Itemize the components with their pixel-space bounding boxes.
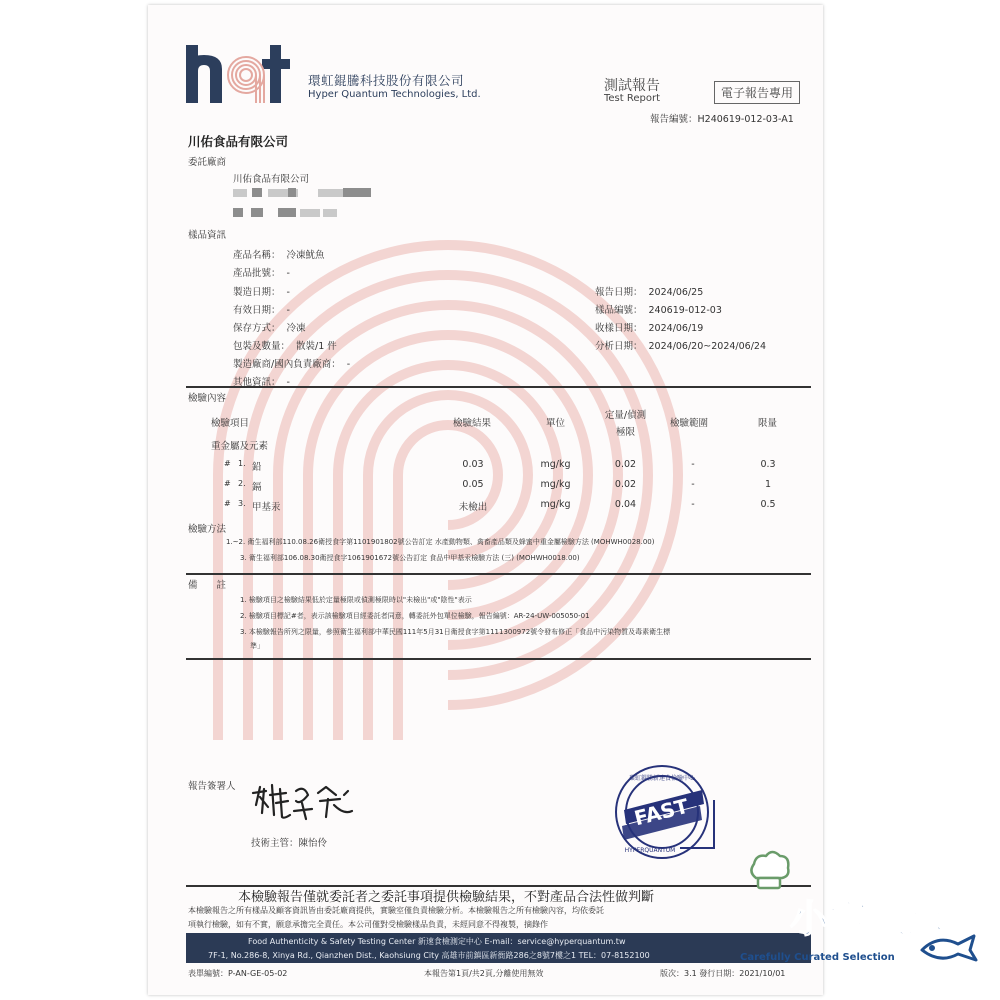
stamp-top-text: 環虹錕騰新速食檢驗中心 [628, 775, 696, 782]
sample-field-value: 冷凍 [286, 323, 306, 334]
tests-section-label: 檢驗內容 [188, 393, 227, 404]
overlay-brand-tagline: Carefully Curated Selection [740, 952, 895, 963]
col-loq-header-line1: 定量/偵測 [604, 410, 647, 421]
redacted-block [343, 188, 371, 197]
sample-field-value: - [286, 287, 290, 298]
sample-right-value: 2024/06/19 [648, 323, 704, 334]
col-loq-header-line2: 極限 [615, 427, 635, 438]
test-mark: # [224, 459, 231, 468]
sample-field [233, 356, 350, 370]
col-unit-header: 單位 [546, 418, 566, 429]
test-loq: 0.02 [614, 479, 637, 490]
redacted-block [252, 188, 262, 197]
test-loq: 0.02 [614, 459, 637, 470]
signatory-label: 報告簽署人 [188, 781, 236, 792]
sample-field-value: - [286, 377, 290, 388]
sample-right-field [595, 338, 766, 352]
fast-stamp-icon [610, 760, 720, 865]
test-number: 1. [238, 459, 246, 468]
sample-field [233, 320, 306, 334]
remark-line-2: 2. 檢驗項目標記#者，表示該檢驗項目經委託者同意，轉委託外包單位檢驗，報告編號：AR-24-UW-005050-01 [240, 612, 590, 620]
sample-right-label: 報告日期： [595, 287, 643, 298]
sample-field-value: - [346, 359, 351, 370]
stamp-bottom-text: HYPERQUANTUM [624, 847, 676, 854]
footer-banner-line-2: 7F-1, No.286-8, Xinya Rd., Qianzhen Dist., Kaohsiung City 高雄市前鎮區新衙路286之8號7樓之1 TEL：07-8152100 [208, 951, 650, 960]
sample-field [233, 284, 290, 298]
client-name-title: 川佑食品有限公司 [188, 134, 289, 149]
test-range: - [691, 459, 695, 470]
test-range: - [691, 499, 695, 510]
test-limit: 0.3 [760, 459, 776, 470]
handwritten-signature [248, 775, 363, 825]
report-number-value: H240619-012-03-A1 [697, 114, 794, 125]
test-loq: 0.04 [614, 499, 637, 510]
footer-banner-line-1: Food Authenticity & Safety Testing Center 新速食檢測定中心 E-mail：service@hyperquantum.tw [248, 937, 626, 946]
redacted-block [233, 208, 243, 217]
redacted-block [318, 189, 346, 197]
client-label: 委託廠商 [188, 157, 227, 168]
method-line-1: 1.~2. 衛生福利部110.08.26衛授食字第1101901802號公告訂定 水產動物類、禽畜產品類及蜂蜜中重金屬檢驗方法 (MOHWH0028.00) [226, 538, 655, 546]
sample-field-label: 有效日期： [233, 305, 281, 316]
sample-field-label: 產品批號： [233, 268, 281, 279]
sample-field [233, 247, 325, 261]
sample-field-value: - [286, 305, 290, 316]
footer-disclaimer: 本檢驗報告僅就委託者之委託事項提供檢驗結果，不對產品合法性做判斷 [238, 890, 655, 905]
remark-line-3: 3. 本檢驗報告所列之限量，參照衛生福利部中華民國111年5月31日衛授食字第1111300972號令發布修正「食品中污染物質及毒素衛生標 [240, 628, 671, 636]
sample-field-label: 產品名稱： [233, 250, 281, 261]
redacted-block [278, 208, 296, 217]
footer-fine-print-1: 本檢驗報告之所有樣品及顧客資訊皆由委託廠商提供，實驗室僅負責檢驗分析。本檢驗報告之所有檢驗內容，均依委託 [188, 906, 604, 915]
test-result: 0.03 [462, 459, 484, 470]
test-name: 鎘 [252, 482, 262, 493]
sample-field-value: 散裝/1 件 [296, 341, 337, 352]
test-mark: # [224, 479, 231, 488]
sample-right-field [595, 302, 722, 316]
remarks-label: 備 註 [188, 580, 227, 591]
col-range-header: 檢驗範圍 [670, 418, 709, 429]
test-mark: # [224, 499, 231, 508]
signer-label: 技術主管： [251, 838, 299, 849]
sample-field-label: 包裝及數量： [233, 341, 291, 352]
divider [186, 573, 811, 575]
sample-field [233, 265, 290, 279]
remark-line-4: 準」 [250, 642, 264, 650]
footer-fine-print-2: 項執行檢驗，如有不實，願意承擔完全責任。本公司僅對受檢驗樣品負責，未經同意不得複製，摘錄作 [188, 920, 548, 929]
test-result: 未檢出 [458, 502, 488, 513]
redacted-address [233, 189, 247, 197]
method-line-2: 3. 衛生福利部106.08.30衛授食字1061901672號公告訂定 食品中甲基汞檢驗方法 (三) (MOHWH0018.00) [240, 554, 580, 562]
sample-right-value: 2024/06/25 [648, 287, 704, 298]
col-limit-header: 限量 [758, 418, 778, 429]
test-unit: mg/kg [540, 499, 571, 510]
methods-label: 檢驗方法 [188, 524, 227, 535]
sample-field-value: - [286, 268, 290, 279]
sample-field-label: 製造日期： [233, 287, 281, 298]
sample-right-value: 240619-012-03 [648, 305, 722, 316]
sample-right-field [595, 284, 703, 298]
test-number: 2. [238, 479, 246, 488]
overlay-brand-title: 小宫嚴選 [790, 897, 947, 941]
divider [186, 386, 811, 388]
test-unit: mg/kg [540, 459, 571, 470]
redacted-block [323, 209, 337, 217]
sample-field [233, 338, 337, 352]
test-name: 甲基汞 [252, 502, 281, 513]
client-name: 川佑食品有限公司 [233, 174, 310, 185]
report-title-cn: 測試報告 [604, 78, 660, 94]
divider [186, 658, 811, 660]
test-unit: mg/kg [540, 479, 571, 490]
report-title-en: Test Report [604, 93, 661, 104]
sample-field-label: 製造廠商/國內負責廠商： [233, 359, 341, 370]
signer-name: 陳怡伶 [298, 838, 328, 849]
sample-field [233, 302, 290, 316]
electronic-report-badge: 電子報告專用 [714, 81, 800, 104]
stamp-center-text: FAST [631, 793, 691, 831]
test-number: 3. [238, 499, 246, 508]
redacted-block [251, 208, 263, 217]
company-name-en: Hyper Quantum Technologies, Ltd. [308, 89, 481, 100]
col-result-header: 檢驗結果 [453, 418, 492, 429]
test-result: 0.05 [462, 479, 484, 490]
fish-icon [918, 930, 980, 964]
sample-field-label: 保存方式： [233, 323, 281, 334]
sample-right-label: 樣品編號： [595, 305, 643, 316]
redacted-block [288, 188, 296, 197]
test-name: 鉛 [252, 462, 262, 473]
sample-right-value: 2024/06/20~2024/06/24 [648, 341, 766, 352]
test-limit: 0.5 [760, 499, 776, 510]
test-group-name: 重金屬及元素 [211, 441, 269, 452]
report-number [650, 111, 794, 125]
chef-hat-icon [746, 848, 792, 894]
col-item-header: 檢驗項目 [211, 418, 250, 429]
report-number-label: 報告編號： [650, 114, 698, 125]
test-limit: 1 [764, 479, 772, 490]
sample-section-label: 樣品資訊 [188, 230, 227, 241]
report-page [148, 5, 823, 995]
hqt-logo-icon [186, 43, 304, 105]
version-info: 版次：3.1 發行日期：2021/10/01 [660, 969, 786, 978]
form-number: 表單編號：P-AN-GE-05-02 [188, 969, 288, 978]
sample-right-label: 分析日期： [595, 341, 643, 352]
redacted-block [300, 209, 320, 217]
page-info: 本報告第1頁/共2頁,分離使用無效 [424, 969, 544, 978]
sample-right-field [595, 320, 703, 334]
sample-field-value: 冷凍魷魚 [286, 250, 325, 261]
sample-field-label: 其他資訊： [233, 377, 281, 388]
sample-right-label: 收樣日期： [595, 323, 643, 334]
remark-line-1: 1. 檢驗項目之檢驗結果低於定量極限或偵測極限時以"未檢出"或"陰性"表示 [240, 596, 472, 604]
test-range: - [691, 479, 695, 490]
company-name-cn: 環虹錕騰科技股份有限公司 [308, 73, 465, 88]
